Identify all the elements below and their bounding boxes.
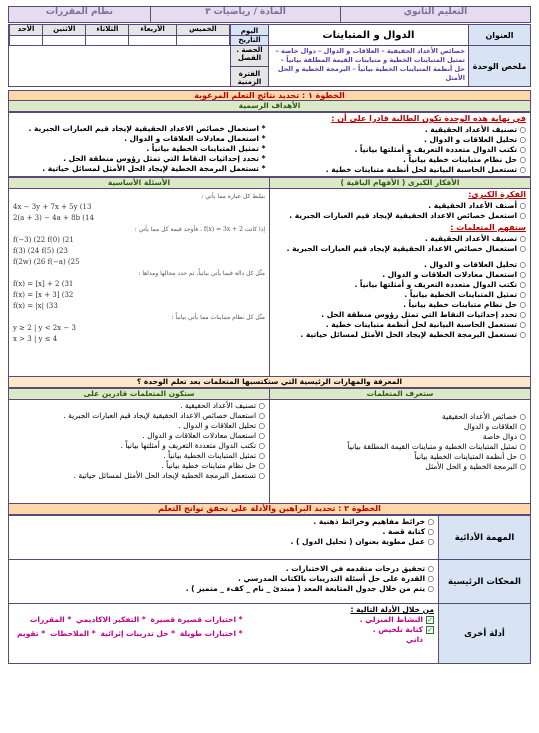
other-check-item [360,625,434,635]
question-text: مثّل كل دالة فيما يأتي بيانياً، ثم حدد مجالها ومداها : [138,270,265,277]
title-label: العنوان [469,25,531,46]
unit-title: الدوال و المتباينات [269,25,469,46]
criteria-label: المحكات الرئيسية [439,560,531,604]
other-item: المقررات [29,615,65,624]
list-item: ○ تصنيف الأعداد الحقيقية . [13,401,265,411]
days-cell [9,25,231,46]
list-item: ○ يتم من خلال جدول المتابعة المعد ( مبتدئ _ نام _ كفء _ متميز ) . [13,584,434,594]
step2-table [8,515,531,664]
day-mon: الاثنين [43,25,86,35]
list-item: ○ عمل مطوية بعنوان ( تحليل الدول ) . [13,537,434,547]
list-item: ○ حل أنظمة المتباينات الخطية بيانياً [274,452,526,462]
list-item: ○ استعمال خصائص الاعداد الحقيقية لإيجاد قيم العبارات الجبرية . [13,411,265,421]
checkbox-icon[interactable]: ✓ [427,626,433,634]
list-item: ○ تستعمل الحاسبة البيانية لحل أنظمة متباينات خطية . [274,320,526,330]
goals-table [8,112,531,177]
question-text: f(3) (24 f(5) (23 [13,247,68,255]
question-text: مثّل كل نظام متباينات مما يأتي بيانياً : [171,314,265,321]
goals-right-list [270,124,531,176]
other-check-label: كتابة تلخيص . [372,625,423,634]
question-text: إذا كانت f(x) = 3x + 2 ، فأوجد قيمة كل مما يأتي : [134,226,265,233]
list-item: ○ تحقيق درجات متقدمه في الاختبارات . [13,564,434,574]
list-item: ○ استعمل خصائص الاعداد الحقيقية لإيجاد قيم العبارات الجبرية . [274,211,526,221]
list-item: ○ تصنيف الأعداد الحقيقية . [274,234,526,244]
big-ideas-header: الأفكار الكبرى ( الأفهام الباقية ) [270,178,531,189]
days-table [9,25,230,45]
will-do-header: ستكون المتعلمات قادرين على [9,389,270,400]
questions-header: الأسئلة الأساسية [9,178,270,189]
other-row2: * اختبارات طويلة * حل تدريبات إثرائية * الملاحظات * تقويم [17,629,243,638]
goals-intro: في نهاية هذه الوحدة تكون الطالبة قادرا على أن : [331,114,526,123]
list-item: ○ تكتب الدوال متعددة التعريف و أمثلتها بيانياً . [274,145,527,155]
list-item: ○ تحليل العلاقات و الدوال . [274,260,526,270]
learners-list [270,233,530,341]
goals-left-cell [9,113,270,177]
day-wed: الأربعاء [129,25,176,35]
list-item: ○ تحليل العلاقات و الدوال . [274,135,527,145]
will-know-list [270,400,530,473]
other-item: اختبارات قصيرة قصيرة [150,615,237,624]
list-item: ○ استعمال معادلات العلاقات و الدوال . [274,270,526,280]
question-text: f(x) = [x + 3] (32 [13,291,74,299]
list-item: ○ حل نظام متباينات خطية بيانياً . [13,461,265,471]
questions-cell [9,189,270,377]
list-item: ○ القدرة على حل أسئلة التدريبات بالكتاب المدرسي . [13,574,434,584]
list-item: ○ تستعمل الحاسبة البيانية لحل أنظمة متباينات خطية . [274,165,527,175]
list-item: ○ تستعمل البرمجة الخطية لإيجاد الحل الأمثل لمسائل حياتية . [274,330,526,340]
will-do-list [9,400,269,482]
list-item: * استعمال خصائص الاعداد الحقيقية لإيجاد قيم العبارات الجبرية . [13,124,266,134]
day-thu: الخميس [176,25,229,35]
big-ideas-title: الفكرة الكبرى: [468,190,526,199]
day-label: اليوم [231,27,268,36]
header-strip [8,6,531,23]
list-item: * تحدد إحداثيات النقاط التي تمثل رؤوس منطقة الحل . [13,154,266,164]
knowledge-header: المعرفة والمهارات الرئيسية التي ستكتسبها المتعلمات بعد تعلم الوحدة ؟ [8,377,531,388]
other-intro: من خلال الأدلة التالية : [350,605,434,614]
other-item: حل تدريبات إثرائية [100,629,169,638]
subject-cell: المادة / رياضيات ٣ [151,7,341,23]
list-item: ○ تمثيل المتباينات الخطية بيانياً . [274,290,526,300]
criteria-list [9,560,438,595]
goals-left-list [9,113,270,175]
list-item: ○ العلاقات و الدوال [274,422,526,432]
task-list [9,516,438,548]
question-text: f(2w) (26 f(−a) (25 [13,258,80,266]
question-text: 4x − 3y + 7x + 5y (13 [13,203,92,211]
list-item: ○ تحدد إحداثيات النقاط التي تمثل رؤوس منطقة الحل . [274,310,526,320]
list-item: ○ تمثيل المتباينات الخطية بيانياً . [13,451,265,461]
list-item: ○ خرائط مفاهيم وخرائط ذهنية . [13,517,434,527]
will-do-cell [9,400,270,504]
other-check-item [360,615,434,625]
big-ideas-list [270,200,530,222]
task-label: المهمة الأدائية [439,516,531,560]
other-cell [9,604,439,664]
unit-summary: خصائص الأعداد الحقيقية – العلاقات و الدوال – دوال خاصة – تمثيل المتباينات الخطية و متباينات القيمة المطلقة بيانياً – حل أنظمة المتباينات الخطية بيانياً – البرمجة الخطية و الحل الأمثل [269,46,469,87]
other-row1: * اختبارات قصيرة قصيرة * التفكير الاكاديمي * المقررات [29,615,243,624]
list-item: * تمثيل المتباينات الخطية بيانياً . [13,144,266,154]
other-item: تقويم [17,629,39,638]
question-text: f(x) = [x] + 2 (31 [13,280,74,288]
list-item: * تستعمل البرمجة الخطية لإيجاد الحل الأمثل لمسائل حياتية . [13,164,266,174]
other-label: أدلة أخرى [439,604,531,664]
task-cell [9,516,439,560]
list-item: ○ تكتب الدوال متعددة التعريف و أمثلتها بيانياً . [13,441,265,451]
list-item: ○ كتابة قصة . [13,527,434,537]
knowledge-table [8,388,531,504]
other-item: التفكير الاكاديمي [76,615,140,624]
list-item: ○ دوال خاصة [274,432,526,442]
list-item: ○ استعمال معادلات العلاقات و الدوال . [13,431,265,441]
list-item: ○ حل نظام متباينات خطية بيانياً . [274,300,526,310]
question-text: بسّط كل عبارة مما يأتي : [201,193,265,200]
question-text: x > 3 | y ≤ 4 [13,335,58,343]
question-text: f(x) = |x| (33 [13,302,58,310]
date-label: التاريخ [238,35,261,44]
list-item: * استعمال معادلات العلاقات و الدوال . [13,134,266,144]
list-item: ○ تكتب الدوال متعددة التعريف و أمثلتها بيانياً . [274,280,526,290]
other-self: ذاتي [406,635,423,644]
big-ideas-table [8,177,531,377]
list-item: ○ تستعمل البرمجة الخطية لإيجاد الحل الأمثل لمسائل حياتية . [13,471,265,481]
question-text: y ≥ 2 | y < 2x − 3 [13,324,76,332]
goals-header: الأهداف الرسمية [8,101,531,112]
list-item: ○ أصنف الأعداد الحقيقية . [274,201,526,211]
step2-title: الخطوة ٢ : تحديد البراهين والأدلة على تحقق نواتج التعلم [8,504,531,515]
question-text: f(−3) (22 f(0) (21 [13,236,74,244]
school-cell: التعليم الثانوي [341,7,531,23]
question-text: 2(a + 3) − 4a + 8b (14 [13,214,94,222]
criteria-cell [9,560,439,604]
system-cell: نظام المقررات [9,7,151,23]
list-item: ○ تصنيف الأعداد الحقيقية . [274,125,527,135]
other-item: الملاحظات [49,629,90,638]
list-item: ○ خصائص الأعداد الحقيقية [274,412,526,422]
goals-right-cell [270,113,531,177]
will-know-header: ستعرف المتعلمات [270,389,531,400]
day-sun: الأحد [10,25,43,35]
learners-title: ستفهم المتعلمات : [450,223,526,232]
checkbox-icon[interactable]: ✓ [427,616,433,624]
time-period-label: الفترة الزمنية [231,66,268,86]
step1-title: الخطوة ١ : تحديد نتائج التعلم المرغوبة [8,90,531,101]
day-date-labels [231,25,269,46]
other-check-label: النشاط المنزلي . [359,615,423,624]
day-tue: الثلاثاء [86,25,129,35]
list-item: ○ تمثيل المتباينات الخطية و متباينات القيمة المطلقة بيانياً [274,442,526,452]
summary-label: ملخص الوحدة [469,46,531,87]
list-item: ○ تحليل العلاقات و الدوال . [13,421,265,431]
class-label [231,46,269,87]
unit-info-table [8,24,531,87]
class-period-label: الحصة . الفصل [236,46,263,62]
will-know-cell [270,400,531,504]
big-ideas-cell [270,189,531,377]
list-item: ○ استعمال خصائص الاعداد الحقيقية لإيجاد قيم العبارات الجبرية . [274,244,526,254]
other-item: اختبارات طويلة [179,629,237,638]
list-item: ○ البرمجة الخطية و الحل الأمثل [274,462,526,472]
list-item: ○ حل نظام متباينات خطية بيانياً . [274,155,527,165]
